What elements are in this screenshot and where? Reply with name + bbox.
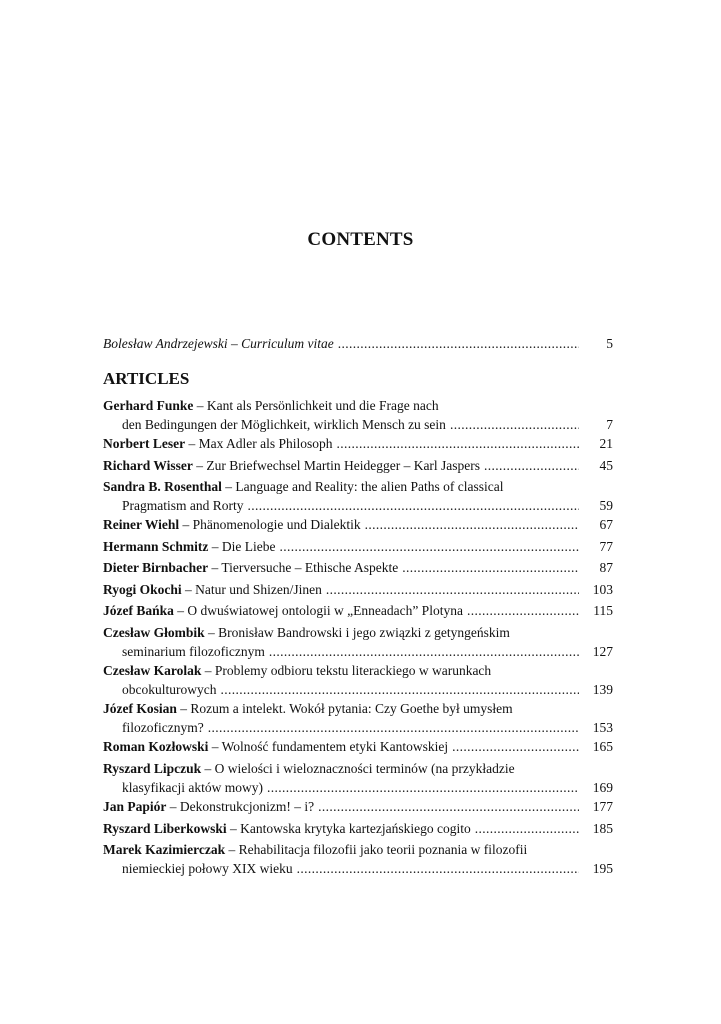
toc-row <box>103 859 613 878</box>
dot-leader <box>450 415 579 434</box>
dot-leader <box>402 558 579 577</box>
toc-row <box>103 840 613 859</box>
toc-author: Gerhard Funke <box>103 398 194 413</box>
toc-entry-title: – Dekonstrukcjonizm! – i? <box>166 799 315 814</box>
toc-row <box>103 334 613 353</box>
toc-page-number: 5 <box>606 336 613 351</box>
section-heading: ARTICLES <box>103 369 190 388</box>
toc-author: Hermann Schmitz <box>103 539 209 554</box>
toc-entry-title: – O wielości i wieloznaczności terminów (na przykładzie <box>201 761 515 776</box>
toc-row <box>103 415 613 434</box>
toc-entry <box>103 840 613 878</box>
toc-author: Sandra B. Rosenthal <box>103 479 222 494</box>
toc-author: Roman Kozłowski <box>103 739 209 754</box>
dot-leader <box>484 456 579 475</box>
toc-row <box>103 456 613 475</box>
dot-leader <box>267 778 579 797</box>
dot-leader <box>318 797 579 816</box>
toc-page-number: 77 <box>599 539 613 554</box>
toc-entry <box>103 759 613 797</box>
toc-entry <box>103 819 613 838</box>
toc-entry-title: – Language and Reality: the alien Paths of classical <box>221 479 504 494</box>
toc-entry-title-continued: den Bedingungen der Möglichkeit, wirklich Mensch zu sein <box>122 417 446 432</box>
dot-leader <box>297 859 579 878</box>
dot-leader <box>336 434 579 453</box>
toc-row <box>103 661 613 680</box>
toc-entry-title: – Natur und Shizen/Jinen <box>181 582 322 597</box>
toc-entry-title: – O dwuświatowej ontologii w „Enneadach” Plotyna <box>173 603 463 618</box>
toc-page-number: 139 <box>592 682 613 697</box>
toc-row <box>103 819 613 838</box>
toc-entry-title-continued: klasyfikacji aktów mowy) <box>122 780 263 795</box>
toc-entry-title: – Die Liebe <box>208 539 276 554</box>
toc-page-number: 45 <box>599 458 613 473</box>
dot-leader <box>452 737 579 756</box>
toc-row <box>103 778 613 797</box>
dot-leader <box>467 601 579 620</box>
toc-row <box>103 558 613 577</box>
toc-row <box>103 699 613 718</box>
toc-row <box>103 718 613 737</box>
toc-page-number: 87 <box>599 560 613 575</box>
toc-row <box>103 680 613 699</box>
dot-leader <box>326 580 579 599</box>
toc-page-number: 59 <box>599 498 613 513</box>
toc-author: Józef Kosian <box>103 701 177 716</box>
toc-row <box>103 623 613 642</box>
toc-page-number: 195 <box>592 861 613 876</box>
toc-page-number: 21 <box>599 436 613 451</box>
toc-entry-title-continued: Pragmatism and Rorty <box>122 498 244 513</box>
toc-page-number: 103 <box>592 582 613 597</box>
toc-author: Jan Papiór <box>103 799 167 814</box>
toc-page-number: 7 <box>606 417 613 432</box>
dot-leader <box>208 718 579 737</box>
toc-entry-title: – Bronisław Bandrowski i jego związki z getyngeńskim <box>204 625 510 640</box>
toc-entry <box>103 537 613 556</box>
toc-author: Czesław Karolak <box>103 663 202 678</box>
toc-author: Marek Kazimierczak <box>103 842 226 857</box>
toc-row <box>103 434 613 453</box>
toc-author: Dieter Birnbacher <box>103 560 209 575</box>
toc-entry <box>103 699 613 737</box>
toc-entry-title-continued: seminarium filozoficznym <box>122 644 265 659</box>
toc-entry <box>103 396 613 434</box>
toc-author: Norbert Leser <box>103 436 186 451</box>
toc-entry-title-continued: filozoficznym? <box>122 720 204 735</box>
toc-row <box>103 496 613 515</box>
toc-row <box>103 515 613 534</box>
toc-entry <box>103 623 613 661</box>
toc-entry-title: Bolesław Andrzejewski – Curriculum vitae <box>103 336 334 351</box>
toc-entry <box>103 580 613 599</box>
toc-entry-title-continued: obcokulturowych <box>122 682 217 697</box>
toc-page-number: 127 <box>592 644 613 659</box>
toc-page-number: 185 <box>592 821 613 836</box>
toc-row <box>103 477 613 496</box>
toc-author: Ryogi Okochi <box>103 582 182 597</box>
toc-entry-title: – Problemy odbioru tekstu literackiego w warunkach <box>201 663 492 678</box>
toc-page-number: 153 <box>592 720 613 735</box>
toc-author: Ryszard Liberkowski <box>103 821 227 836</box>
toc-entry <box>103 797 613 816</box>
toc-entry <box>103 558 613 577</box>
toc-entry-title: – Wolność fundamentem etyki Kantowskiej <box>208 739 449 754</box>
toc-page-number: 115 <box>593 603 613 618</box>
toc-entry <box>103 434 613 453</box>
toc-entry <box>103 601 613 620</box>
toc-page-number: 67 <box>599 517 613 532</box>
dot-leader <box>338 334 579 353</box>
toc-entry-title-continued: niemieckiej połowy XIX wieku <box>122 861 293 876</box>
toc-row <box>103 396 613 415</box>
toc-entry <box>103 456 613 475</box>
dot-leader <box>279 537 579 556</box>
toc-entry <box>103 515 613 534</box>
page-title: CONTENTS <box>307 229 414 250</box>
toc-author: Józef Bańka <box>103 603 174 618</box>
dot-leader <box>220 680 579 699</box>
toc-author: Richard Wisser <box>103 458 193 473</box>
toc-author: Reiner Wiehl <box>103 517 180 532</box>
toc-entry-title: – Kant als Persönlichkeit und die Frage nach <box>193 398 439 413</box>
toc-entry-title: – Rehabilitacja filozofii jako teorii poznania w filozofii <box>225 842 528 857</box>
toc-entry <box>103 737 613 756</box>
dot-leader <box>248 496 580 515</box>
dot-leader <box>365 515 579 534</box>
toc-page-number: 169 <box>592 780 613 795</box>
dot-leader <box>269 642 579 661</box>
toc-entry <box>103 661 613 699</box>
toc-entry-title: – Kantowska krytyka kartezjańskiego cogito <box>226 821 471 836</box>
toc-row <box>103 580 613 599</box>
toc-entry-title: – Tierversuche – Ethische Aspekte <box>208 560 399 575</box>
toc-row <box>103 642 613 661</box>
toc-row <box>103 797 613 816</box>
toc-row <box>103 537 613 556</box>
dot-leader <box>475 819 579 838</box>
toc-author: Ryszard Lipczuk <box>103 761 202 776</box>
toc-entry-title: – Zur Briefwechsel Martin Heidegger – Karl Jaspers <box>192 458 481 473</box>
toc-row <box>103 737 613 756</box>
toc-row <box>103 759 613 778</box>
toc-page-number: 165 <box>592 739 613 754</box>
toc-entry-title: – Max Adler als Philosoph <box>185 436 333 451</box>
toc-row <box>103 601 613 620</box>
toc-intro-entry <box>103 334 613 353</box>
toc-entry-title: – Phänomenologie und Dialektik <box>179 517 361 532</box>
toc-author: Czesław Głombik <box>103 625 205 640</box>
toc-page-number: 177 <box>592 799 613 814</box>
toc-entry-title: – Rozum a intelekt. Wokół pytania: Czy Goethe był umysłem <box>176 701 513 716</box>
toc-entry <box>103 477 613 515</box>
